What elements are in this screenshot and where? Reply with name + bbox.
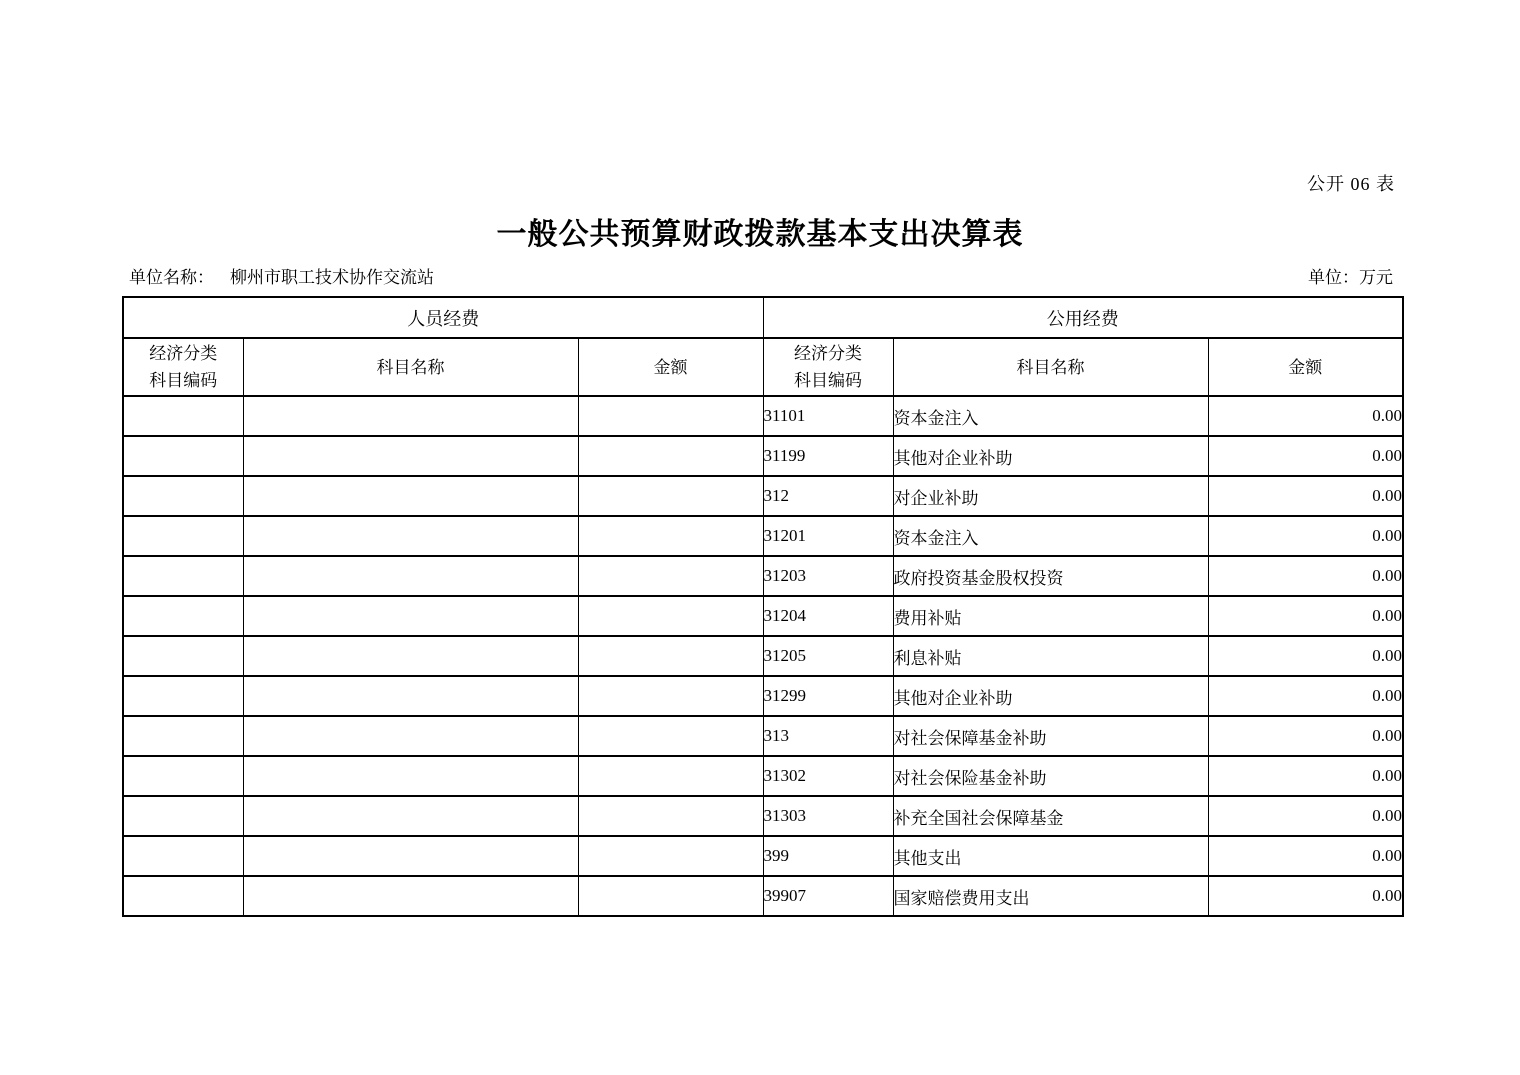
public-name-cell: 政府投资基金股权投资 bbox=[893, 556, 1208, 596]
personnel-code-cell bbox=[123, 836, 243, 876]
public-name-header: 科目名称 bbox=[893, 338, 1208, 396]
public-code-cell: 31205 bbox=[763, 636, 893, 676]
table-row bbox=[123, 516, 1403, 556]
personnel-amount-cell bbox=[578, 596, 763, 636]
public-amount-cell: 0.00 bbox=[1208, 476, 1403, 516]
public-name-cell: 国家赔偿费用支出 bbox=[893, 876, 1208, 916]
public-code-header bbox=[763, 338, 893, 396]
personnel-code-cell bbox=[123, 436, 243, 476]
personnel-amount-cell bbox=[578, 756, 763, 796]
public-name-cell: 费用补贴 bbox=[893, 596, 1208, 636]
code-header-line2: 科目编码 bbox=[794, 371, 862, 390]
public-code-cell: 31201 bbox=[763, 516, 893, 556]
code-header-line1: 经济分类 bbox=[794, 344, 862, 363]
personnel-code-cell bbox=[123, 796, 243, 836]
public-code-cell: 31199 bbox=[763, 436, 893, 476]
personnel-amount-cell bbox=[578, 876, 763, 916]
section-header-row bbox=[123, 297, 1403, 338]
personnel-name-cell bbox=[243, 836, 578, 876]
public-amount-cell: 0.00 bbox=[1208, 636, 1403, 676]
personnel-code-cell bbox=[123, 636, 243, 676]
unit-name-value: 柳州市职工技术协作交流站 bbox=[230, 268, 434, 287]
table-row bbox=[123, 396, 1403, 436]
form-code-label: 公开 06 表 bbox=[1307, 174, 1395, 194]
public-amount-cell: 0.00 bbox=[1208, 876, 1403, 916]
personnel-code-cell bbox=[123, 516, 243, 556]
personnel-amount-cell bbox=[578, 476, 763, 516]
personnel-code-cell bbox=[123, 396, 243, 436]
unit-name-label: 单位名称： bbox=[129, 268, 214, 287]
public-amount-cell: 0.00 bbox=[1208, 716, 1403, 756]
personnel-name-cell bbox=[243, 436, 578, 476]
public-code-cell: 312 bbox=[763, 476, 893, 516]
personnel-name-cell bbox=[243, 516, 578, 556]
public-code-cell: 31302 bbox=[763, 756, 893, 796]
table-row bbox=[123, 556, 1403, 596]
personnel-code-cell bbox=[123, 476, 243, 516]
public-name-cell: 利息补贴 bbox=[893, 636, 1208, 676]
personnel-amount-cell bbox=[578, 436, 763, 476]
personnel-code-cell bbox=[123, 556, 243, 596]
personnel-code-cell bbox=[123, 596, 243, 636]
public-code-cell: 31204 bbox=[763, 596, 893, 636]
public-name-cell: 其他对企业补助 bbox=[893, 436, 1208, 476]
personnel-amount-cell bbox=[578, 636, 763, 676]
public-code-cell: 31299 bbox=[763, 676, 893, 716]
public-name-cell: 其他支出 bbox=[893, 836, 1208, 876]
table-row bbox=[123, 796, 1403, 836]
public-amount-cell: 0.00 bbox=[1208, 516, 1403, 556]
public-name-cell: 对社会保障基金补助 bbox=[893, 716, 1208, 756]
public-code-cell: 31101 bbox=[763, 396, 893, 436]
personnel-amount-cell bbox=[578, 676, 763, 716]
code-header-line1: 经济分类 bbox=[149, 344, 218, 363]
page-title: 一般公共预算财政拨款基本支出决算表 bbox=[496, 218, 1024, 251]
table-container bbox=[122, 296, 1404, 917]
public-name-cell: 其他对企业补助 bbox=[893, 676, 1208, 716]
personnel-name-cell bbox=[243, 756, 578, 796]
personnel-name-cell bbox=[243, 596, 578, 636]
public-name-cell: 资本金注入 bbox=[893, 396, 1208, 436]
personnel-amount-cell bbox=[578, 716, 763, 756]
personnel-name-cell bbox=[243, 636, 578, 676]
personnel-name-cell bbox=[243, 556, 578, 596]
personnel-code-cell bbox=[123, 876, 243, 916]
public-amount-cell: 0.00 bbox=[1208, 556, 1403, 596]
public-amount-cell: 0.00 bbox=[1208, 676, 1403, 716]
public-name-cell: 补充全国社会保障基金 bbox=[893, 796, 1208, 836]
public-name-cell: 对社会保险基金补助 bbox=[893, 756, 1208, 796]
table-row bbox=[123, 836, 1403, 876]
public-amount-cell: 0.00 bbox=[1208, 756, 1403, 796]
table-row bbox=[123, 676, 1403, 716]
table-row bbox=[123, 876, 1403, 916]
public-amount-header: 金额 bbox=[1208, 338, 1403, 396]
public-section-header: 公用经费 bbox=[763, 297, 1403, 338]
table-row bbox=[123, 756, 1403, 796]
personnel-amount-cell bbox=[578, 396, 763, 436]
table-row bbox=[123, 476, 1403, 516]
public-code-cell: 31203 bbox=[763, 556, 893, 596]
personnel-code-header bbox=[123, 338, 243, 396]
personnel-code-cell bbox=[123, 676, 243, 716]
personnel-name-cell bbox=[243, 876, 578, 916]
personnel-name-cell bbox=[243, 716, 578, 756]
public-amount-cell: 0.00 bbox=[1208, 596, 1403, 636]
public-amount-cell: 0.00 bbox=[1208, 796, 1403, 836]
table-row bbox=[123, 716, 1403, 756]
public-amount-cell: 0.00 bbox=[1208, 436, 1403, 476]
personnel-section-header: 人员经费 bbox=[123, 297, 763, 338]
public-code-cell: 39907 bbox=[763, 876, 893, 916]
public-name-cell: 对企业补助 bbox=[893, 476, 1208, 516]
public-code-cell: 399 bbox=[763, 836, 893, 876]
table-row bbox=[123, 436, 1403, 476]
info-row bbox=[129, 263, 1393, 288]
unit-of-measure-label: 单位：万元 bbox=[1308, 268, 1393, 287]
public-code-cell: 313 bbox=[763, 716, 893, 756]
personnel-amount-cell bbox=[578, 796, 763, 836]
personnel-amount-cell bbox=[578, 556, 763, 596]
table-row bbox=[123, 596, 1403, 636]
unit-name-line bbox=[129, 263, 434, 288]
code-header-line2: 科目编码 bbox=[149, 371, 218, 390]
personnel-amount-header: 金额 bbox=[578, 338, 763, 396]
personnel-name-cell bbox=[243, 796, 578, 836]
column-header-row bbox=[123, 338, 1403, 396]
personnel-name-header: 科目名称 bbox=[243, 338, 578, 396]
personnel-name-cell bbox=[243, 676, 578, 716]
table-row bbox=[123, 636, 1403, 676]
personnel-name-cell bbox=[243, 396, 578, 436]
personnel-code-cell bbox=[123, 756, 243, 796]
personnel-name-cell bbox=[243, 476, 578, 516]
personnel-amount-cell bbox=[578, 836, 763, 876]
public-name-cell: 资本金注入 bbox=[893, 516, 1208, 556]
public-amount-cell: 0.00 bbox=[1208, 836, 1403, 876]
personnel-amount-cell bbox=[578, 516, 763, 556]
personnel-code-cell bbox=[123, 716, 243, 756]
public-amount-cell: 0.00 bbox=[1208, 396, 1403, 436]
budget-table bbox=[122, 296, 1404, 917]
public-code-cell: 31303 bbox=[763, 796, 893, 836]
